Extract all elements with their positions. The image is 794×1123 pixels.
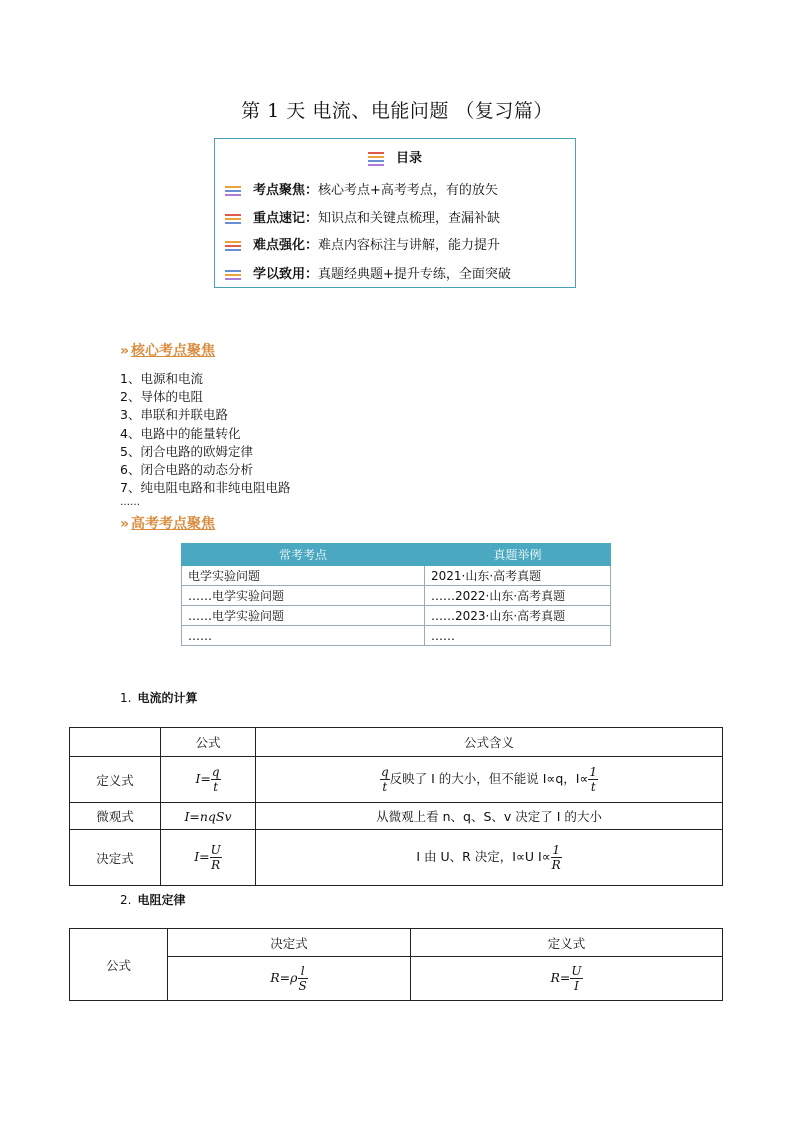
toc-item: 重点速记：知识点和关键点梳理，查漏补缺 [225, 207, 500, 226]
meaning-cell: 从微观上看 n、q、S、v 决定了 I 的大小 [256, 803, 723, 830]
table-cell: 2021·山东·高考真题 [425, 566, 611, 586]
fraction: $\frac{1}{R}$ [551, 843, 561, 872]
table-row [182, 606, 611, 626]
toc-heading: 目录 [215, 147, 575, 168]
row-label: 定义式 [70, 757, 161, 803]
table-row [70, 757, 723, 803]
column-header: 决定式 [168, 929, 411, 957]
section-heading-exam: » 高考考点聚焦 [120, 516, 216, 532]
fraction: $\frac{U}{R}$ [210, 843, 221, 872]
fraction: $\frac{1}{t}$ [589, 765, 598, 794]
current-formula-table [69, 727, 723, 886]
formula-cell: I=nqSv [161, 803, 256, 830]
column-header: 公式含义 [256, 728, 723, 757]
column-header: 常考考点 [182, 544, 425, 566]
list-icon [225, 239, 241, 253]
table-cell: ……电学实验问题 [182, 586, 425, 606]
fraction: $\frac{U}{I}$ [571, 964, 582, 993]
table-row [70, 957, 723, 1001]
fraction: $\frac{q}{t}$ [380, 765, 389, 794]
table-header-row [70, 929, 723, 957]
table-cell: ……电学实验问题 [182, 606, 425, 626]
formula-cell: R=ρ $\frac{l}{S}$ [168, 957, 411, 1001]
list-item: 2、导体的电阻 [120, 389, 203, 405]
list-item: 1、电源和电流 [120, 371, 203, 386]
exam-points-table [181, 543, 611, 646]
list-icon [225, 212, 241, 226]
table-cell: ……2022·山东·高考真题 [425, 586, 611, 606]
core-topic-list [120, 370, 290, 509]
fraction: $\frac{q}{t}$ [211, 765, 220, 794]
resistance-law-table [69, 928, 723, 1001]
meaning-cell: $\frac{q}{t}$ 反映了 I 的大小，但不能说 I∝q，I∝ $\frac{1}{t}$ [256, 757, 723, 803]
table-header-row [182, 544, 611, 566]
table-row [70, 830, 723, 886]
list-item: …… [120, 497, 140, 509]
column-header: 公式 [161, 728, 256, 757]
table-row [182, 586, 611, 606]
row-label: 微观式 [70, 803, 161, 830]
list-icon [368, 150, 384, 168]
toc-item: 学以致用：真题经典题+提升专练，全面突破 [225, 263, 511, 282]
row-label: 决定式 [70, 830, 161, 886]
fraction: $\frac{l}{S}$ [298, 964, 307, 993]
toc-item: 考点聚焦：核心考点+高考考点，有的放矢 [225, 179, 498, 198]
table-cell: …… [182, 626, 425, 646]
list-item: 7、纯电阻电路和非纯电阻电路 [120, 480, 291, 496]
formula-cell: R= $\frac{U}{I}$ [411, 957, 723, 1001]
table-row [182, 626, 611, 646]
meaning-cell: I 由 U、R 决定，I∝U I∝ $\frac{1}{R}$ [256, 830, 723, 886]
table-header-row [70, 728, 723, 757]
list-icon [225, 184, 241, 198]
row-label: 公式 [70, 929, 168, 1001]
question-heading-2: 2. 电阻定律 [120, 893, 186, 907]
list-item: 6、闭合电路的动态分析 [120, 462, 253, 478]
table-of-contents [214, 138, 576, 288]
table-cell: 电学实验问题 [182, 566, 425, 586]
page-title: 第 1 天 电流、电能问题 （复习篇） [241, 100, 553, 122]
list-item: 3、串联和并联电路 [120, 407, 228, 423]
section-heading-core: » 核心考点聚焦 [120, 343, 216, 359]
list-icon [225, 268, 241, 282]
double-chevron-icon: » [120, 343, 130, 359]
table-row [182, 566, 611, 586]
list-item: 4、电路中的能量转化 [120, 425, 241, 441]
list-item: 5、闭合电路的欧姆定律 [120, 443, 253, 459]
column-header [70, 728, 161, 757]
toc-item: 难点强化：难点内容标注与讲解，能力提升 [225, 234, 500, 253]
double-chevron-icon: » [120, 516, 130, 532]
formula-cell: I= $\frac{U}{R}$ [161, 830, 256, 886]
table-cell: ……2023·山东·高考真题 [425, 606, 611, 626]
table-row [70, 803, 723, 830]
question-heading-1: 1. 电流的计算 [120, 691, 198, 705]
column-header: 真题举例 [425, 544, 611, 566]
table-cell: …… [425, 626, 611, 646]
column-header: 定义式 [411, 929, 723, 957]
formula-cell: I= $\frac{q}{t}$ [161, 757, 256, 803]
